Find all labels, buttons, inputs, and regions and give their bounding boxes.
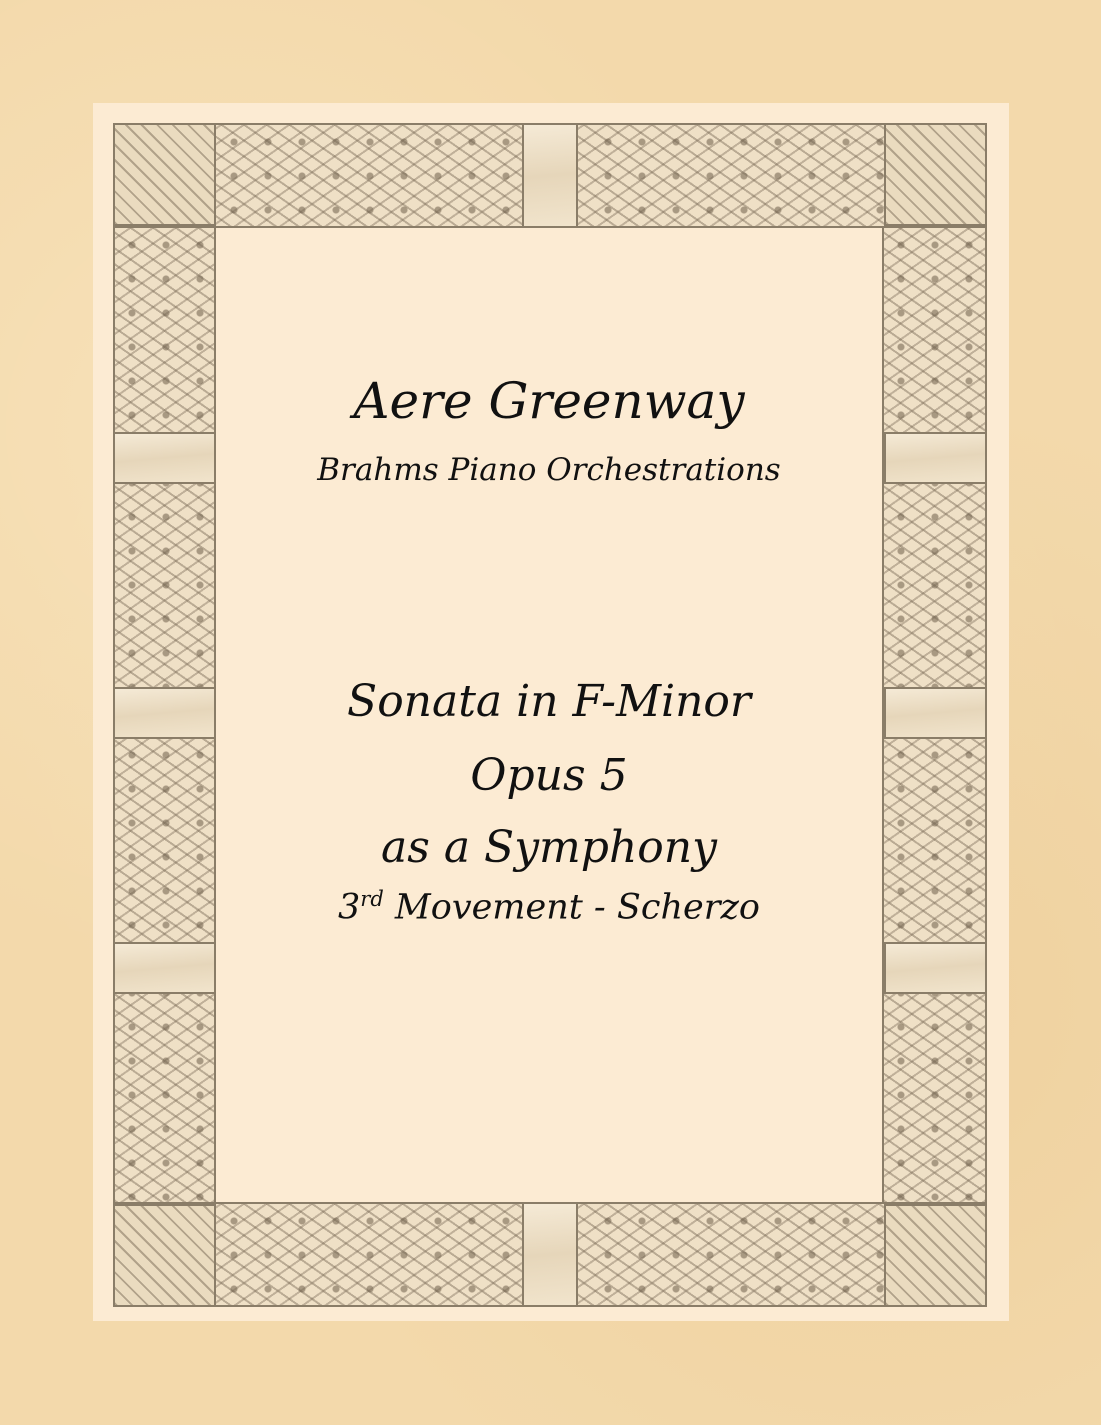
ribbon-left-3: [113, 942, 216, 994]
ribbon-left-2: [113, 687, 216, 739]
ribbon-left-1: [113, 432, 216, 484]
ribbon-right-3: [884, 942, 987, 994]
ribbon-top-center: [522, 123, 578, 228]
opus-number: Opus 5: [470, 750, 628, 801]
movement-ordinal-suffix: rd: [360, 887, 384, 911]
border-corner-bottom-right: [884, 1204, 987, 1307]
ribbon-right-1: [884, 432, 987, 484]
ribbon-bottom-center: [522, 1202, 578, 1307]
movement-name: Movement - Scherzo: [383, 887, 760, 928]
border-corner-top-left: [113, 123, 216, 226]
author-name: Aere Greenway: [353, 372, 745, 430]
border-corner-bottom-left: [113, 1204, 216, 1307]
series-title: Brahms Piano Orchestrations: [317, 452, 781, 488]
movement-number: 3: [338, 887, 361, 928]
border-corner-top-right: [884, 123, 987, 226]
arrangement-subtitle: as a Symphony: [381, 822, 717, 873]
movement-title: [216, 887, 882, 928]
ribbon-right-2: [884, 687, 987, 739]
work-title: Sonata in F-Minor: [347, 676, 751, 727]
